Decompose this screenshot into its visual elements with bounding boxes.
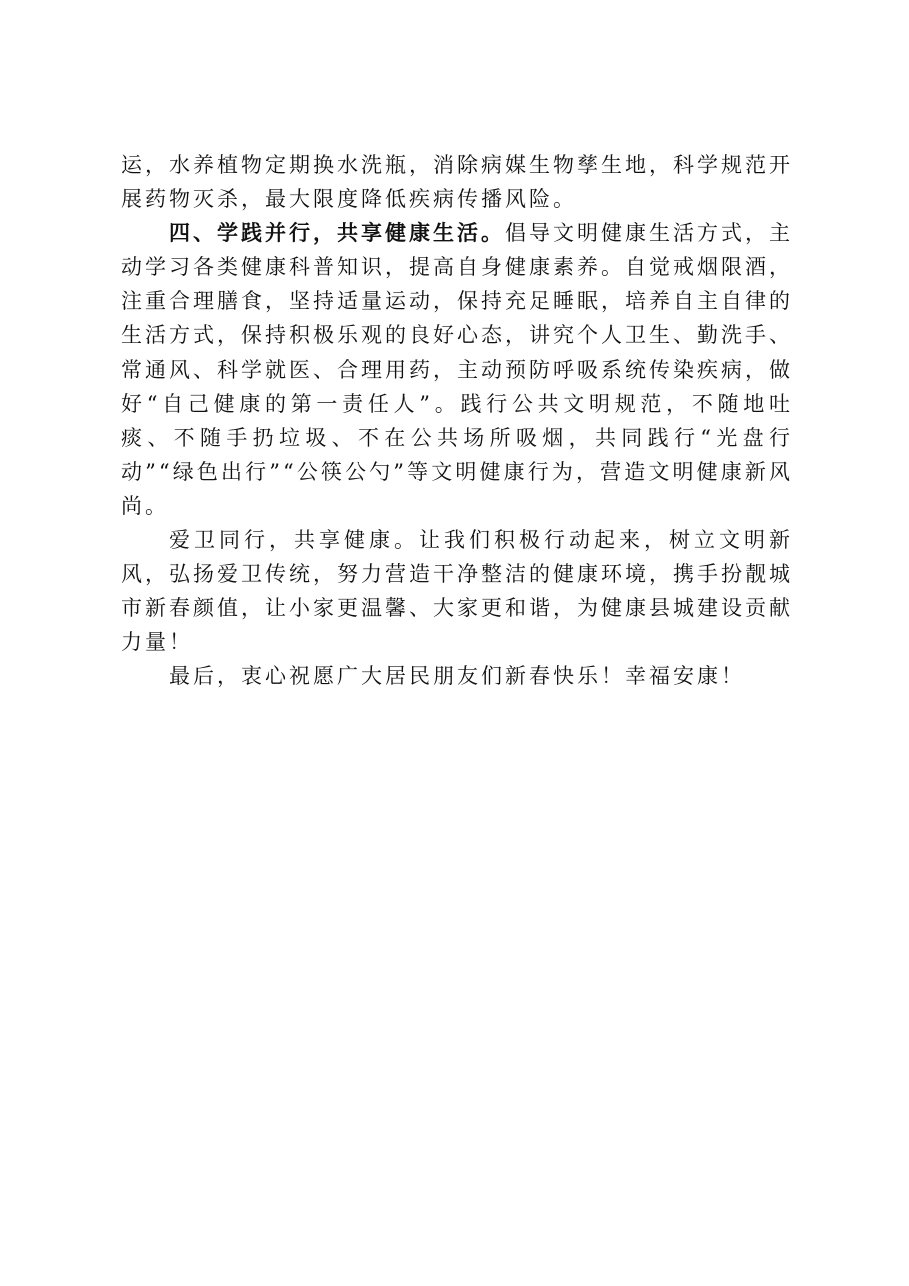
document-body bbox=[121, 148, 793, 694]
paragraph-closing-wishes: 最后，衷心祝愿广大居民朋友们新春快乐！幸福安康！ bbox=[169, 664, 745, 689]
section-heading: 四、学践并行，共享健康生活。 bbox=[169, 221, 505, 246]
paragraph-continuation: 运，水养植物定期换水洗瓶，消除病媒生物孳生地，科学规范开展药物灭杀，最大限度降低疾病传播风险。 bbox=[121, 153, 793, 212]
paragraph-section-four bbox=[121, 216, 793, 523]
section-four-body: 倡导文明健康生活方式，主动学习各类健康科普知识，提高自身健康素养。自觉戒烟限酒，注重合理膳食，坚持适量运动，保持充足睡眠，培养自主自律的生活方式，保持积极乐观的良好心态，讲究个人卫生、勤洗手、常通风、科学就医、合理用药，主动预防呼吸系统传染疾病，做好“自己健康的第一责任人”。践行公共文明规范，不随地吐痰、不随手扔垃圾、不在公共场所吸烟，共同践行“光盘行动”“绿色出行”“公筷公勺”等文明健康行为，营造文明健康新风尚。 bbox=[121, 221, 793, 518]
paragraph-call-to-action: 爱卫同行，共享健康。让我们积极行动起来，树立文明新风，弘扬爱卫传统，努力营造干净整洁的健康环境，携手扮靓城市新春颜值，让小家更温馨、大家更和谐，为健康县城建设贡献力量！ bbox=[121, 528, 793, 655]
